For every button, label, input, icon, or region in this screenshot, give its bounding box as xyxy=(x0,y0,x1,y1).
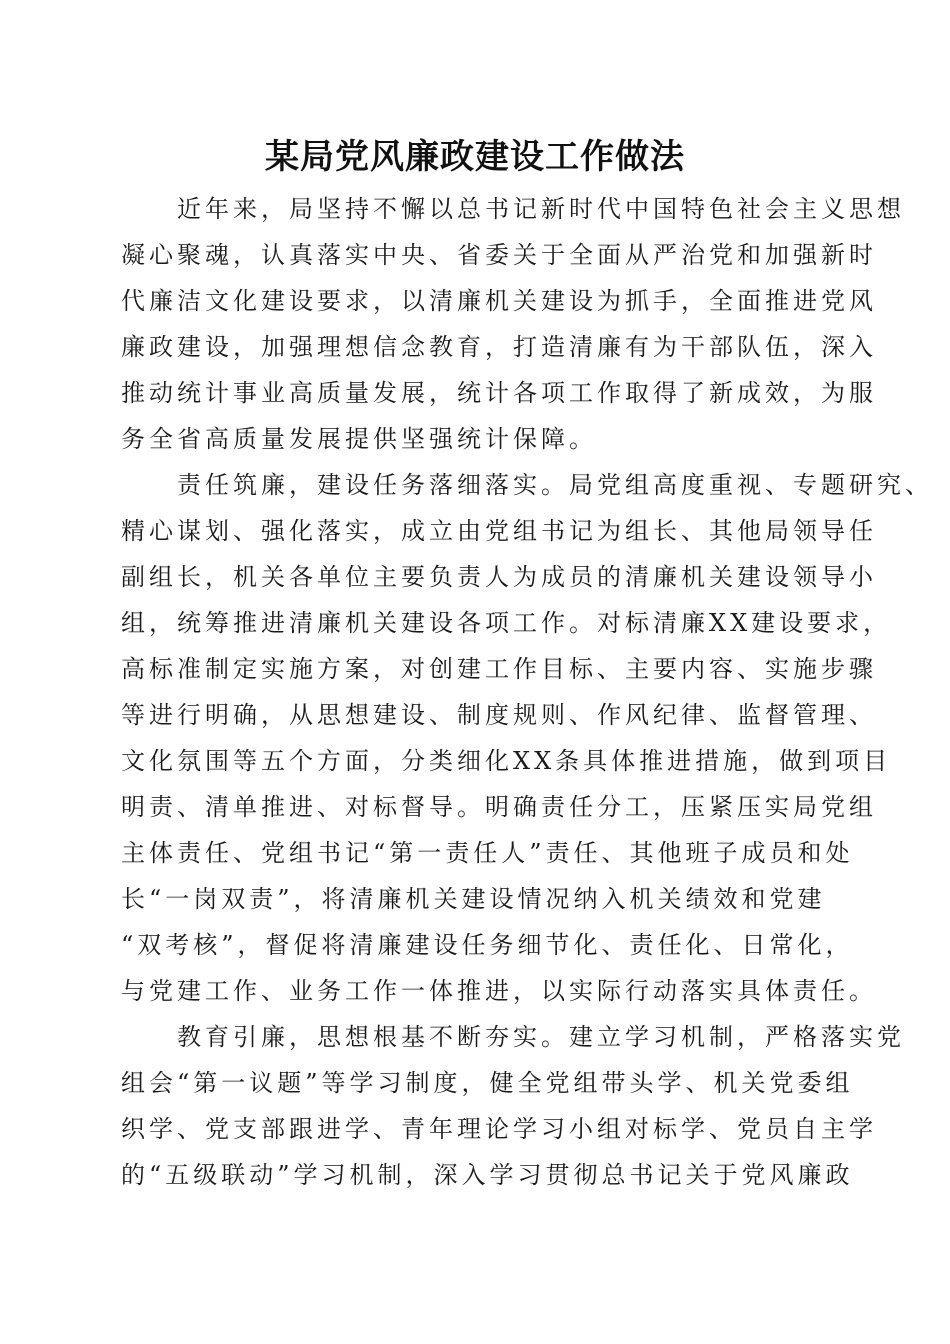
text-line: 近年来，局坚持不懈以总书记新时代中国特色社会主义思想 xyxy=(121,195,905,223)
text-line: 与党建工作、业务工作一体推进，以实际行动落实具体责任。 xyxy=(121,977,877,1005)
text-line: 组，统筹推进清廉机关建设各项工作。对标清廉XX建设要求， xyxy=(121,609,892,637)
text-line: 副组长，机关各单位主要负责人为成员的清廉机关建设领导小 xyxy=(121,563,877,591)
text-line: 务全省高质量发展提供坚强统计保障。 xyxy=(121,425,597,453)
text-line: 文化氛围等五个方面，分类细化XX条具体推进措施，做到项目 xyxy=(121,747,892,775)
text-line: 等进行明确，从思想建设、制度规则、作风纪律、监督管理、 xyxy=(121,701,877,729)
text-line: 精心谋划、强化落实，成立由党组书记为组长、其他局领导任 xyxy=(121,517,877,545)
text-line: 代廉洁文化建设要求，以清廉机关建设为抓手，全面推进党风 xyxy=(121,287,877,315)
text-line: 长“一岗双责”，将清廉机关建设情况纳入机关绩效和党建 xyxy=(121,885,826,913)
text-line: 凝心聚魂，认真落实中央、省委关于全面从严治党和加强新时 xyxy=(121,241,877,269)
text-line: 的“五级联动”学习机制，深入学习贯彻总书记关于党风廉政 xyxy=(121,1161,854,1189)
text-line: “双考核”，督促将清廉建设任务细节化、责任化、日常化， xyxy=(121,931,854,959)
text-line: 明责、清单推进、对标督导。明确责任分工，压紧压实局党组 xyxy=(121,793,877,821)
text-line: 廉政建设，加强理想信念教育，打造清廉有为干部队伍，深入 xyxy=(121,333,877,361)
text-line: 推动统计事业高质量发展，统计各项工作取得了新成效，为服 xyxy=(121,379,877,407)
document-title: 某局党风廉政建设工作做法 xyxy=(265,137,685,177)
text-line: 教育引廉，思想根基不断夯实。建立学习机制，严格落实党 xyxy=(121,1023,905,1051)
text-line: 责任筑廉，建设任务落细落实。局党组高度重视、专题研究、 xyxy=(121,471,933,499)
document-body xyxy=(121,186,933,1198)
text-line: 主体责任、党组书记“第一责任人”责任、其他班子成员和处 xyxy=(121,839,854,867)
text-line: 高标准制定实施方案，对创建工作目标、主要内容、实施步骤 xyxy=(121,655,877,683)
text-line: 组会“第一议题”等学习制度，健全党组带头学、机关党委组 xyxy=(121,1069,854,1097)
text-line: 织学、党支部跟进学、青年理论学习小组对标学、党员自主学 xyxy=(121,1115,877,1143)
